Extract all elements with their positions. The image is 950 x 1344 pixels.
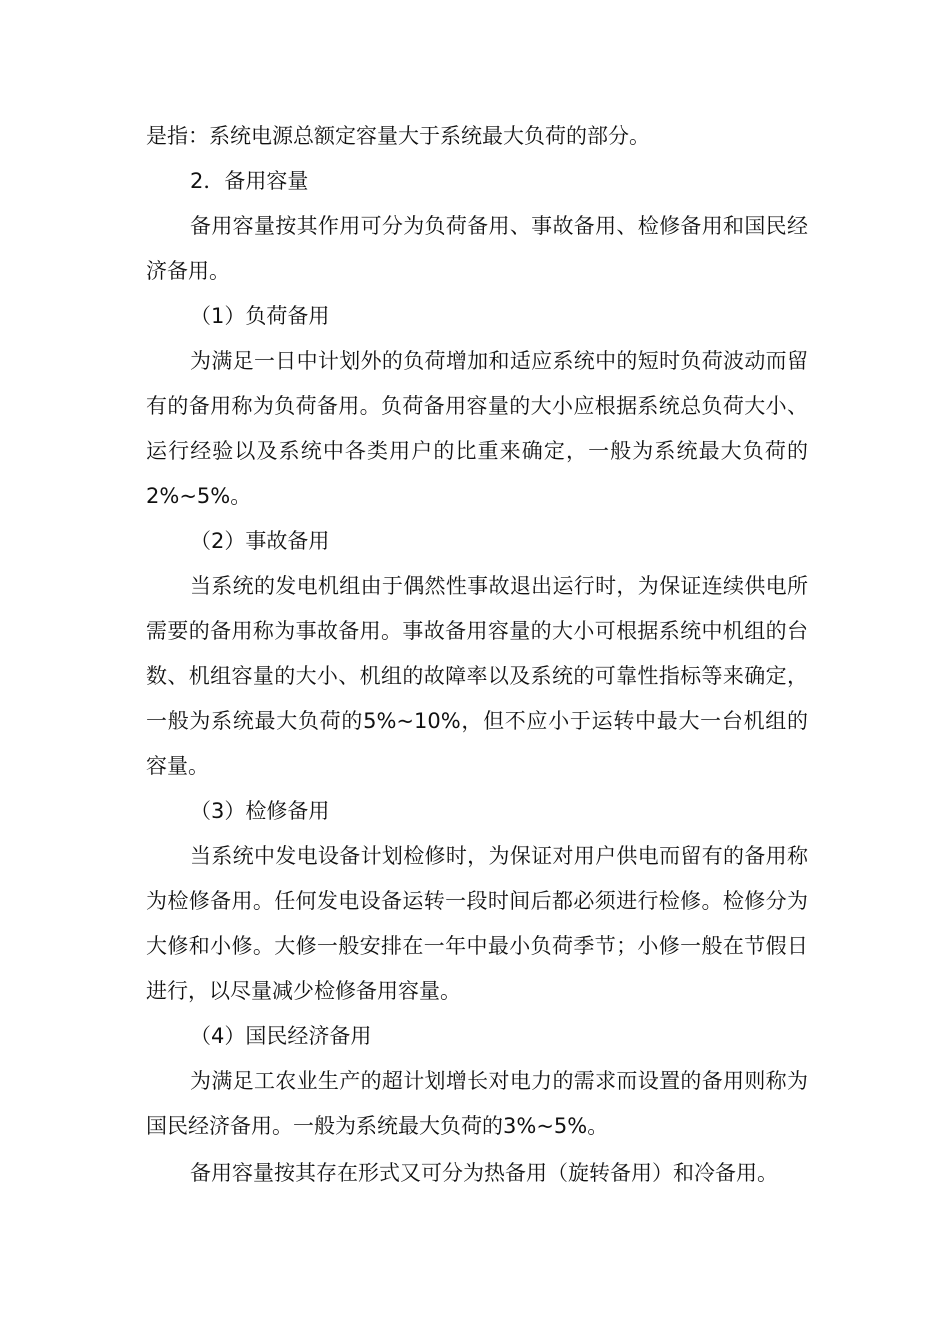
paragraph-hot-cold-reserve: 备用容量按其存在形式又可分为热备用（旋转备用）和冷备用。 <box>190 1161 778 1185</box>
subheading-national-economy-reserve: （4）国民经济备用 <box>190 1024 372 1048</box>
paragraph-continuation: 是指：系统电源总额定容量大于系统最大负荷的部分。 <box>146 124 650 148</box>
subheading-load-reserve: （1）负荷备用 <box>190 304 330 328</box>
paragraph-accident-reserve: 当系统的发电机组由于偶然性事故退出运行时，为保证连续供电所需要的备用称为事故备用。事故备用容量的大小可根据系统中机组的台数、机组容量的大小、机组的故障率以及系统的可靠性指标等来确定，一般为系统最大负荷的5%~10%，但不应小于运转中最大一台机组的容量。 <box>146 574 808 778</box>
paragraph-load-reserve: 为满足一日中计划外的负荷增加和适应系统中的短时负荷波动而留有的备用称为负荷备用。负荷备用容量的大小应根据系统总负荷大小、运行经验以及系统中各类用户的比重来确定，一般为系统最大负荷的2%~5%。 <box>146 349 808 508</box>
subheading-accident-reserve: （2）事故备用 <box>190 529 330 553</box>
paragraph-national-economy-reserve: 为满足工农业生产的超计划增长对电力的需求而设置的备用则称为国民经济备用。一般为系统最大负荷的3%~5%。 <box>146 1069 808 1138</box>
paragraph-reserve-types: 备用容量按其作用可分为负荷备用、事故备用、检修备用和国民经济备用。 <box>146 214 808 283</box>
paragraph-maintenance-reserve: 当系统中发电设备计划检修时，为保证对用户供电而留有的备用称为检修备用。任何发电设备运转一段时间后都必须进行检修。检修分为大修和小修。大修一般安排在一年中最小负荷季节；小修一般在节假日进行，以尽量减少检修备用容量。 <box>146 844 808 1003</box>
document-body <box>146 114 808 1196</box>
section-heading-reserve-capacity: 2．备用容量 <box>190 169 309 193</box>
subheading-maintenance-reserve: （3）检修备用 <box>190 799 330 823</box>
